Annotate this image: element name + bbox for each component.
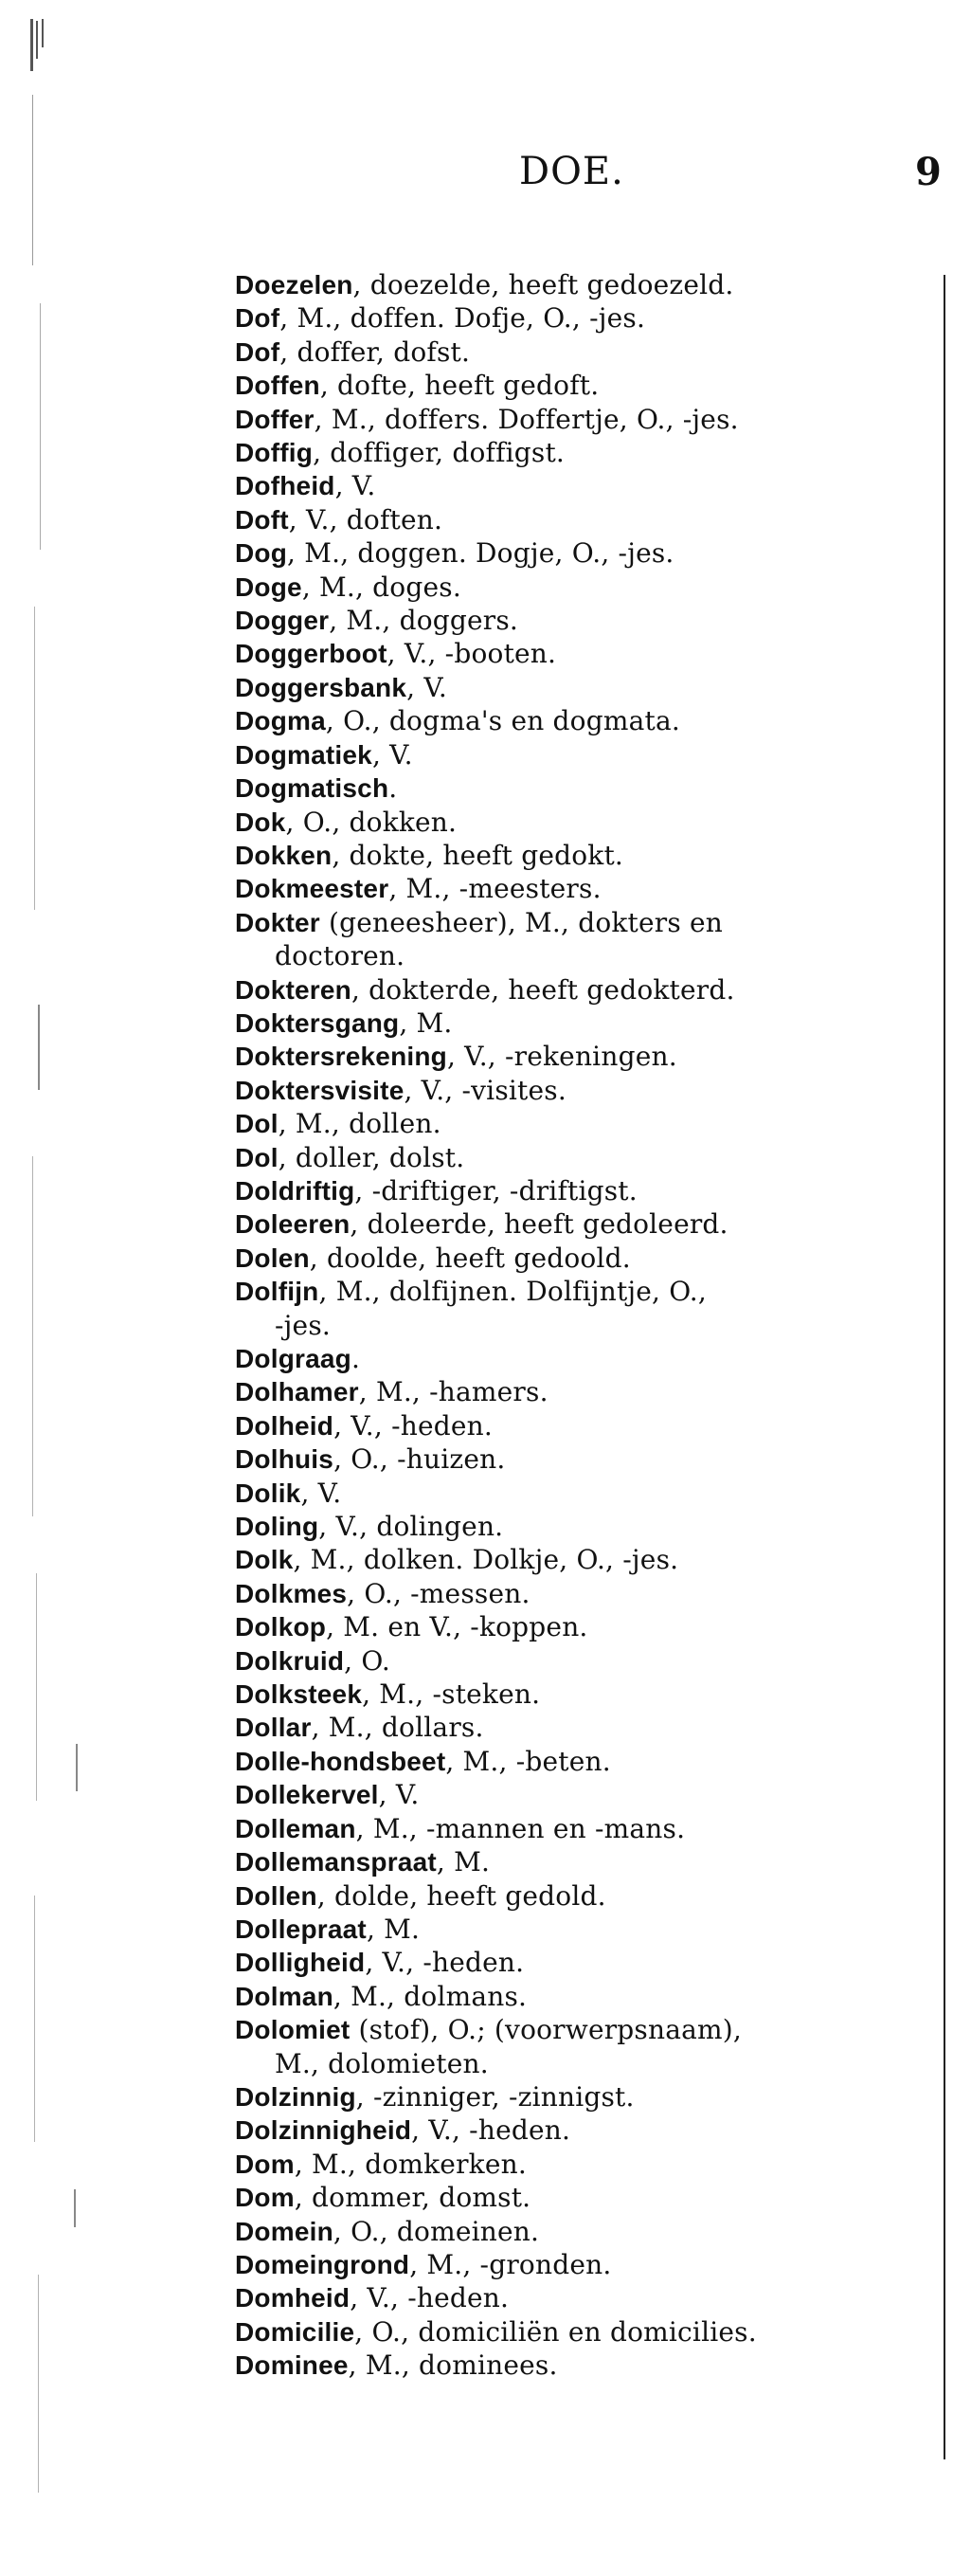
entry-definition: , O., domiciliën en domicilies. (354, 2315, 757, 2348)
entry-definition: , dokte, heeft gedokt. (332, 839, 624, 871)
dictionary-entry (235, 1174, 947, 1207)
entry-headword: Dollekervel (235, 1780, 379, 1810)
dictionary-entry (235, 1745, 947, 1778)
dictionary-entry (235, 1342, 947, 1375)
entry-definition: , -zinniger, -zinnigst. (355, 2080, 635, 2113)
entry-definition: , V. (371, 738, 413, 771)
page-header (0, 150, 971, 207)
entry-headword: Doffig (235, 438, 314, 468)
entry-definition: , V., -heden. (411, 2114, 571, 2147)
dictionary-entry (235, 704, 947, 737)
dictionary-entry (235, 1812, 947, 1845)
entry-headword: Dolzinnigheid (235, 2115, 412, 2146)
entry-headword: Dol (235, 1142, 279, 1172)
entry-definition: , M. (366, 1913, 421, 1945)
entry-definition: , doleerde, heeft gedoleerd. (350, 1208, 728, 1241)
entry-definition: , M., dolken. Dolkje, O., -jes. (293, 1544, 679, 1576)
entry-headword: Dolheid (235, 1410, 334, 1441)
dictionary-entry (235, 2113, 947, 2147)
dictionary-entries (235, 268, 947, 2383)
entry-headword: Dof (235, 336, 280, 367)
entry-definition: , M., dominees. (348, 2349, 558, 2382)
entry-definition: , M., dollen. (278, 1108, 441, 1140)
entry-definition: , M., -steken. (362, 1678, 541, 1711)
entry-definition: , V., -heden. (365, 1947, 525, 1979)
dictionary-entry (235, 1074, 947, 1107)
entry-headword: Domeingrond (235, 2249, 410, 2279)
entry-headword: Doffer (235, 404, 315, 434)
entry-definition: , V. (378, 1779, 420, 1811)
entry-definition: , V., -heden. (333, 1409, 493, 1442)
entry-continuation: doctoren. (275, 940, 405, 972)
entry-headword: Doktersvisite (235, 1075, 405, 1105)
entry-definition: , doffer, dofst. (279, 336, 471, 368)
dictionary-entry (235, 1107, 947, 1140)
dictionary-entry (235, 2148, 947, 2181)
entry-definition: , M., dolfijnen. Dolfijntje, O., (318, 1276, 707, 1308)
entry-headword: Dolhuis (235, 1444, 334, 1475)
dictionary-entry (235, 536, 947, 570)
entry-definition: , O., -messen. (347, 1577, 530, 1609)
entry-definition: , dommer, domst. (294, 2182, 531, 2214)
dictionary-entry (235, 1007, 947, 1040)
dictionary-entry (235, 369, 947, 402)
entry-headword: Dolle-hondsbeet (235, 1746, 446, 1776)
entry-headword: Dolomiet (235, 2015, 351, 2045)
entry-definition: , O., dogma's en dogmata. (325, 705, 680, 737)
entry-definition: , V., dolingen. (318, 1511, 504, 1543)
dictionary-entry (235, 872, 947, 905)
entry-definition: , M., -gronden. (409, 2248, 612, 2280)
dictionary-entry (235, 2281, 947, 2314)
entry-definition: , M., doges. (301, 571, 461, 603)
entry-headword: Doktersgang (235, 1007, 400, 1038)
entry-headword: Domicilie (235, 2316, 355, 2347)
entry-definition: , -driftiger, -driftigst. (354, 1174, 638, 1206)
entry-definition: , V., -booten. (387, 638, 557, 670)
entry-headword: Dolik (235, 1478, 301, 1508)
dictionary-entry (235, 806, 947, 839)
dictionary-entry (235, 1913, 947, 1946)
entry-definition: , V., doften. (288, 503, 443, 535)
entry-definition: , M., doggen. Dogje, O., -jes. (287, 537, 674, 570)
entry-definition: , O., -huizen. (333, 1443, 506, 1476)
entry-definition: , doezelde, heeft gedoezeld. (352, 269, 734, 300)
page-title: DOE. (519, 150, 624, 193)
entry-headword: Dollen (235, 1880, 317, 1911)
entry-headword: Doldriftig (235, 1175, 355, 1206)
entry-definition: , M., -meesters. (388, 873, 602, 905)
entry-definition: , doffiger, doffigst. (313, 437, 566, 469)
dictionary-entry (235, 2248, 947, 2281)
entry-headword: Dolzinnig (235, 2081, 356, 2112)
dictionary-entry (235, 571, 947, 604)
dictionary-entry (235, 671, 947, 704)
entry-headword: Dogmatisch (235, 773, 389, 804)
entry-definition: , M., -beten. (445, 1745, 611, 1777)
entry-continuation: -jes. (275, 1309, 331, 1341)
entry-definition: , M., doffen. Dofje, O., -jes. (279, 302, 646, 335)
entry-headword: Domein (235, 2216, 333, 2246)
entry-headword: Dolgraag (235, 1344, 351, 1373)
dictionary-entry (235, 1442, 947, 1476)
entry-headword: Dolfijn (235, 1277, 319, 1307)
page-number: 9 (915, 150, 942, 194)
entry-headword: Dolkmes (235, 1578, 348, 1608)
dictionary-entry (235, 1543, 947, 1576)
dictionary-entry (235, 301, 947, 335)
entry-definition: , M. (399, 1007, 453, 1039)
entry-headword: Dokteren (235, 974, 351, 1005)
entry-headword: Doktersrekening (235, 1042, 447, 1072)
entry-headword: Dog (235, 538, 288, 569)
dictionary-entry (235, 2215, 947, 2248)
dictionary-entry (235, 1510, 947, 1543)
entry-definition: , V. (334, 470, 376, 502)
dictionary-entry (235, 1610, 947, 1643)
dictionary-entry (235, 839, 947, 872)
entry-definition: , V., -rekeningen. (446, 1041, 677, 1073)
entry-headword: Dom (235, 2183, 295, 2213)
entry-headword: Doge (235, 571, 302, 602)
dictionary-entry (235, 1477, 947, 1510)
entry-headword: Dolk (235, 1545, 294, 1575)
binding-margin-marks (27, 19, 83, 2502)
entry-definition: , M., dolmans. (333, 1980, 528, 2012)
entry-definition: , V., -heden. (350, 2282, 510, 2314)
entry-headword: Dokter (235, 907, 320, 937)
entry-headword: Dolhamer (235, 1377, 359, 1407)
dictionary-entry (235, 1141, 947, 1174)
entry-headword: Dom (235, 2149, 295, 2179)
dictionary-entry (235, 469, 947, 502)
entry-definition: , V., -visites. (404, 1074, 566, 1106)
entry-definition: . (388, 772, 398, 805)
entry-headword: Dogma (235, 706, 326, 736)
dictionary-entry (235, 1711, 947, 1744)
dictionary-entry (235, 771, 947, 805)
entry-definition: , O. (344, 1644, 390, 1677)
entry-definition: , V. (406, 671, 447, 703)
entry-headword: Doft (235, 504, 289, 535)
entry-definition: , M., -mannen en -mans. (355, 1812, 686, 1844)
entry-headword: Dolkop (235, 1612, 327, 1642)
dictionary-entry (235, 2349, 947, 2382)
entry-headword: Dollemanspraat (235, 1847, 437, 1878)
dictionary-entry (235, 1946, 947, 1979)
entry-headword: Doggersbank (235, 672, 407, 702)
dictionary-entry (235, 403, 947, 436)
dictionary-entry (235, 1409, 947, 1442)
dictionary-entry (235, 503, 947, 536)
entry-definition: , M. (436, 1846, 491, 1878)
entry-headword: Domheid (235, 2283, 351, 2313)
entry-definition: , M., doggers. (329, 605, 519, 637)
dictionary-entry (235, 1644, 947, 1678)
dictionary-entry (235, 2080, 947, 2113)
dictionary-entry (235, 637, 947, 670)
dictionary-entry (235, 1778, 947, 1811)
entry-headword: Dof (235, 303, 280, 334)
dictionary-entry (235, 604, 947, 637)
dictionary-entry (235, 1678, 947, 1711)
entry-headword: Dokmeester (235, 874, 389, 904)
dictionary-entry (235, 1242, 947, 1275)
entry-definition: , M., dollars. (311, 1712, 484, 1744)
dictionary-entry (235, 1879, 947, 1913)
entry-continuation: M., dolomieten. (275, 2047, 489, 2079)
dictionary-entry (235, 1845, 947, 1878)
entry-definition: , dolde, heeft gedold. (316, 1879, 606, 1912)
entry-headword: Doleeren (235, 1209, 351, 1240)
entry-definition: , O., domeinen. (333, 2215, 540, 2247)
dictionary-entry (235, 268, 947, 301)
entry-headword: Dogmatiek (235, 739, 372, 770)
dictionary-entry (235, 906, 947, 973)
entry-definition: , M., doffers. Doffertje, O., -jes. (314, 403, 739, 435)
dictionary-entry (235, 1275, 947, 1342)
entry-headword: Dok (235, 807, 286, 837)
entry-headword: Dolkruid (235, 1645, 345, 1676)
entry-definition: , M. en V., -koppen. (326, 1611, 588, 1643)
entry-headword: Dominee (235, 2350, 349, 2381)
dictionary-entry (235, 1980, 947, 2013)
dictionary-entry (235, 1375, 947, 1408)
entry-definition: (geneesheer), M., dokters en (319, 906, 724, 938)
entry-definition: , dokterde, heeft gedokterd. (351, 973, 735, 1006)
entry-headword: Dolman (235, 1981, 333, 2011)
dictionary-entry (235, 738, 947, 771)
entry-definition: . (351, 1343, 361, 1374)
entry-headword: Dollar (235, 1713, 312, 1743)
entry-definition: , O., dokken. (285, 806, 458, 838)
dictionary-entry (235, 1577, 947, 1610)
dictionary-entry (235, 336, 947, 369)
entry-headword: Doezelen (235, 270, 353, 299)
entry-definition: , dofte, heeft gedoft. (319, 370, 600, 402)
dictionary-entry (235, 2315, 947, 2349)
entry-headword: Dolleman (235, 1813, 356, 1843)
entry-headword: Doffen (235, 371, 320, 401)
entry-definition: , M., domkerken. (294, 2148, 527, 2180)
entry-definition: , doller, dolst. (278, 1141, 465, 1173)
entry-definition: , M., -hamers. (358, 1376, 548, 1408)
entry-headword: Dol (235, 1109, 279, 1139)
entry-headword: Dogger (235, 606, 330, 636)
entry-headword: Dolksteek (235, 1679, 363, 1710)
dictionary-entry (235, 1207, 947, 1241)
dictionary-entry (235, 1040, 947, 1073)
dictionary-entry (235, 973, 947, 1007)
entry-headword: Dolen (235, 1243, 310, 1273)
entry-definition: (stof), O.; (voorwerpsnaam), (350, 2014, 742, 2046)
entry-headword: Doggerboot (235, 639, 387, 669)
entry-headword: Doling (235, 1512, 319, 1542)
entry-headword: Dollepraat (235, 1914, 367, 1944)
dictionary-entry (235, 2181, 947, 2214)
dictionary-entry (235, 436, 947, 469)
entry-definition: , V. (300, 1477, 342, 1509)
entry-definition: , doolde, heeft gedoold. (309, 1242, 631, 1274)
entry-headword: Dokken (235, 840, 333, 870)
entry-headword: Dolligheid (235, 1948, 366, 1978)
entry-headword: Dofheid (235, 471, 335, 501)
dictionary-entry (235, 2013, 947, 2080)
